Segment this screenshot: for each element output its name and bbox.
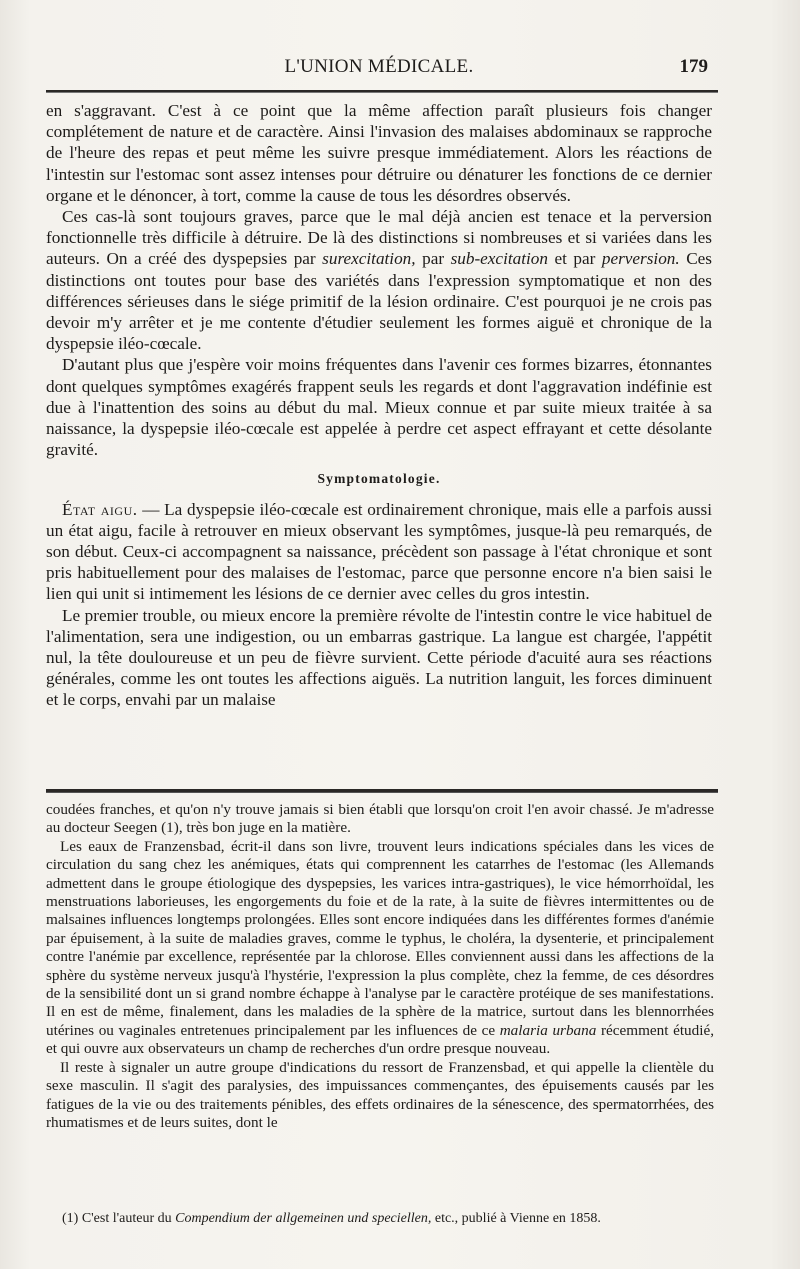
footnote-rule [46,789,718,793]
footnote-text: récemment étudié, et qui ouvre aux observateurs un champ de recherches d'un ordre presque nouveau. [46,1021,714,1058]
page-header [46,52,712,80]
running-title: L'UNION MÉDICALE. [284,56,474,77]
paragraph-dyspepsia-forms [46,206,712,354]
paragraph-text: — La dyspepsie iléo-cœcale est ordinairement chronique, mais elle a parfois aussi un état aigu, facile à retrouver en mieux observant les symptômes, jusque-là peu remarqués, de son début. Ceux-ci accompagnent sa naissance, précèdent son passage à l'état chronique et sont pris habituellement pour des malaises de l'estomac, parce que personne encore n'a bien saisi le lien qui unit si intimement les lésions de ce dernier avec celles du gros intestin. [46,499,712,604]
section-heading: Symptomatologie. [317,471,441,487]
paragraph-text: Ces distinctions ont toutes pour base des variétés dans l'expression symptomatique et non des différences sérieuses dans le siége primitif de la lésion ordinaire. C'est pourquoi je ne crois pas devoir m'y arrêter et je me contente d'étudier seulement les formes aiguë et chronique de la dyspepsie iléo-cœcale. [46,249,712,354]
footnote-column [46,801,714,1132]
footnote-continuation: coudées franches, et qu'on n'y trouve jamais si bien établi que lorsqu'on croit l'en avoir chassé. Je m'adresse au docteur Seegen (1), très bon juge en la matière. [46,801,714,837]
term-sub-excitation: sub-excitation [450,249,548,269]
paragraph-text: et par [547,249,602,269]
footnote-male-indications: Il reste à signaler un autre groupe d'indications du ressort de Franzensbad, et qui appelle la clientèle du sexe masculin. Il s'agit des paralysies, des impuissances commençantes, des épuisements causés par les fatigues de la vie ou des traitements pénibles, des effets ordinaires de la sénescence, des spermatorrhées, des rhumatismes et de leurs suites, dont le [46,1058,714,1131]
term-surexcitation: surexcitation, [322,249,416,269]
footnote-franzensbad-indications [46,838,714,1059]
reference-book-title: Compendium der allgemeinen und speciellen, [175,1211,432,1226]
paragraph-text: par [415,249,451,269]
footnote-text: Les eaux de Franzensbad, écrit-il dans son livre, trouvent leurs indications spéciales dans les vices de circulation du sang chez les anémiques, états qui comprennent les catarrhes de l'estomac (les Allemands admettent dans le groupe étiologique des dyspepsies, les varices intra-gastriques), le vice hémorrhoïdal, les menstruations laborieuses, les engorgements du foie et de la rate, à la suite de fièvres intermittentes ou de malsaines influences longtemps prolongées. Elles sont encore indiquées dans les différentes formes d'anémie par épuisement, à la suite de maladies graves, comme le typhus, le choléra, la dysenterie, et principalement contre l'anémie par excellence, représentée par la chlorose. Elles conviennent aussi dans les affections de la sphère du système nerveux jusqu'à l'hystérie, l'expression la plus complète, chez la femme, de ces désordres de la sensibilité dont un si grand nombre échappe à l'analyse par le caractère protéique de ses manifestations. Il en est de même, finalement, dans les maladies de la sphère de la matrice, surtout dans les blennorrhées utérines ou vaginales entretenues principalement par les influences de ce [46,837,714,1039]
paragraph-text: Ces cas-là sont toujours graves, parce que le mal déjà ancien est tenace et la perversion fonctionnelle très difficile à détruire. De là des distinctions si nombreuses et si variées dans les auteurs. On a créé des dyspepsies par [46,207,712,269]
term-perversion: perversion. [601,249,680,269]
header-rule [46,90,718,93]
paragraph-acute-state [46,499,712,605]
reference-note-text: (1) C'est l'auteur du [62,1211,176,1226]
acute-state-label: État aigu. [62,499,138,519]
reference-note [62,1210,712,1228]
main-text-column [46,100,712,711]
term-malaria-urbana: malaria urbana [499,1021,597,1039]
page-number: 179 [679,56,708,77]
paragraph-continuation: en s'aggravant. C'est à ce point que la même affection paraît plusieurs fois changer complétement de nature et de caractère. Ainsi l'invasion des malaises abdominaux se rapproche de l'heure des repas et peut même les suivre presque immédiatement. Alors les réactions de l'intestin sur l'estomac sont assez intenses pour détruire ou dénaturer les fonctions de ce dernier organe et le dénoncer, à tort, comme la cause de tous les désordres observés. [46,101,712,205]
reference-note-text: etc., publié à Vienne en 1858. [431,1211,601,1226]
paragraph-future-forms: D'autant plus que j'espère voir moins fréquentes dans l'avenir ces formes bizarres, étonnantes dont quelques symptômes exagérés frappent seuls les regards et dont l'aggravation indéfinie est due à l'inattention des soins au début du mal. Mieux connue et par suite mieux traitée à sa naissance, la dyspepsie iléo-cœcale est appelée à perdre cet aspect effrayant et cette désolante gravité. [46,355,712,460]
paragraph-first-trouble: Le premier trouble, ou mieux encore la première révolte de l'intestin contre le vice habituel de l'alimentation, sera une indigestion, ou un embarras gastrique. La langue est chargée, l'appétit nul, la tête douloureuse et un peu de fièvre survient. Cette période d'acuité aura ses réactions générales, comme les ont toutes les affections aiguës. La nutrition languit, les forces diminuent et le corps, envahi par un malaise [46,605,712,710]
